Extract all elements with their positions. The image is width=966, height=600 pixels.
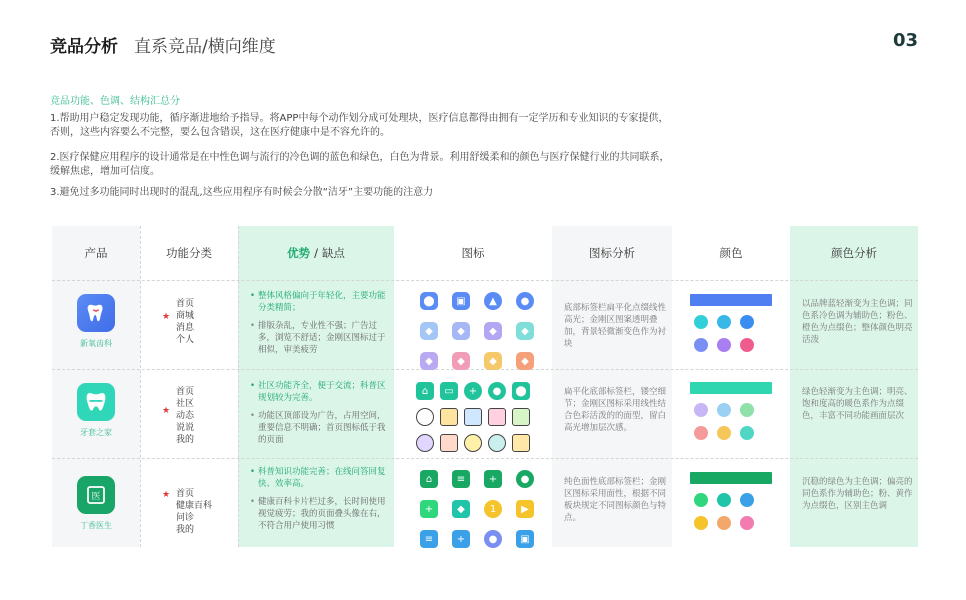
page-subtitle: 直系竞品/横向维度	[134, 37, 276, 57]
primary-color-bar	[690, 472, 772, 484]
color-dots-row	[690, 426, 772, 440]
advantage-cell	[258, 380, 386, 446]
category-icon	[464, 408, 482, 426]
category-icon	[488, 434, 506, 452]
category-icon	[512, 408, 530, 426]
color-analysis-cell: 绿色轻渐变为主色调；明亮、饱和度高的暖色系作为点缀色，丰富不同功能画面层次	[802, 387, 913, 421]
header-advantage: 优势	[287, 246, 311, 260]
icon-samples	[420, 292, 540, 370]
icon-analysis-cell: 底部标签栏扁平化点缀线性高光；金刚区图案透明叠加，背景轻微渐变色作为衬块	[564, 303, 667, 349]
feed-icon: ●	[488, 382, 506, 400]
icon-samples	[420, 470, 540, 548]
svg-text:医: 医	[91, 492, 101, 502]
icon-samples	[416, 382, 530, 452]
app-dingxiang	[56, 476, 136, 531]
doctor-icon	[77, 476, 115, 514]
home-icon: ⌂	[420, 470, 438, 488]
category-icon: 1	[484, 500, 502, 518]
function-item: 首页	[176, 387, 195, 397]
color-dots-row	[690, 315, 772, 329]
color-dots-row	[690, 516, 772, 530]
disadvantage-text: • 功能区顶部设为广告，占用空间，重要信息不明确；首页图标低于我的页面	[258, 410, 386, 446]
category-icon: ◆	[452, 500, 470, 518]
color-dot	[694, 516, 708, 530]
app-name: 牙套之家	[80, 428, 112, 437]
color-analysis-cell: 以品牌蓝轻渐变为主色调；同色系冷色调为辅助色；粉色、橙色为点缀色；整体颜色明亮活泼	[802, 299, 913, 345]
function-item: 消息	[176, 323, 195, 333]
color-dot	[717, 338, 731, 352]
function-item: 个人	[176, 335, 195, 345]
header-function: 功能分类	[166, 246, 212, 260]
intro-paragraph-2: 2.医疗保健应用程序的设计通常是在中性色调与流行的冷色调的蓝色和绿色，白色为背景。利用舒缓柔和的颜色与医疗保健行业的共同联系，缓解焦虑，增加可信度。	[50, 152, 670, 177]
function-item: 我的	[176, 435, 195, 445]
icon-analysis-cell: 纯色面性底部标签栏；金刚区图标采用面性，根据不同板块规定不同图标颜色与特点。	[564, 477, 667, 523]
app-name: 丁香医生	[80, 521, 112, 530]
color-dot	[694, 426, 708, 440]
disadvantage-text: • 排版杂乱，专业性不强；广告过多，浏览不舒适；金刚区图标过于相似，审美疲劳	[258, 320, 386, 356]
category-icon: +	[420, 500, 438, 518]
header-color-analysis: 颜色分析	[831, 246, 877, 260]
row-divider	[52, 458, 918, 459]
function-item: 我的	[176, 525, 195, 535]
comparison-table	[52, 226, 918, 547]
function-item: 说说	[176, 423, 195, 433]
color-dot	[740, 426, 754, 440]
app-yataozhijia	[56, 383, 136, 438]
header-product: 产品	[84, 246, 108, 260]
function-item: 动态	[176, 411, 195, 421]
function-list	[162, 298, 194, 346]
star-icon: ★	[162, 490, 171, 500]
category-icon: ▣	[516, 530, 534, 548]
color-dot	[717, 426, 731, 440]
function-item: 社区	[176, 399, 195, 409]
category-icon	[488, 408, 506, 426]
advantage-cell	[258, 466, 386, 532]
tooth-icon: ⬤	[420, 292, 438, 310]
color-dot	[740, 315, 754, 329]
disadvantage-text: • 健康百科卡片栏过多，长时间使用视觉疲劳；我的页面叠头像在右，不符合用户使用习惯	[258, 496, 386, 532]
category-icon	[512, 434, 530, 452]
function-item: 首页	[176, 489, 195, 499]
color-dot	[694, 403, 708, 417]
page-title: 竞品分析	[50, 37, 118, 57]
section-title: 竞品功能、色调、结构汇总分	[50, 96, 180, 107]
tooth-icon: ⬤	[512, 382, 530, 400]
color-analysis-cell: 沉稳的绿色为主色调；偏亮的同色系作为辅助色；粉、黄作为点缀色，区别主色调	[802, 477, 913, 511]
category-icon: ◆	[452, 322, 470, 340]
add-icon: +	[484, 470, 502, 488]
header-color: 颜色	[719, 246, 743, 260]
home-icon: ⌂	[416, 382, 434, 400]
row-divider	[52, 280, 918, 281]
category-icon	[440, 434, 458, 452]
category-icon: ◆	[484, 322, 502, 340]
color-swatches	[690, 294, 772, 352]
category-icon: ◆	[516, 352, 534, 370]
list-icon: ≡	[452, 470, 470, 488]
category-icon: ≡	[420, 530, 438, 548]
intro-paragraph-3: 3.避免过多功能同时出现时的混乱,这些应用程序有时候会分散“洁牙”主要功能的注意力	[50, 187, 434, 198]
color-dot	[740, 338, 754, 352]
shopping-bag-icon: ▣	[452, 292, 470, 310]
color-dot	[717, 403, 731, 417]
color-dots-row	[690, 403, 772, 417]
color-dot	[740, 516, 754, 530]
function-item: 健康百科	[176, 501, 213, 511]
star-icon: ★	[162, 406, 171, 416]
category-icon: +	[452, 530, 470, 548]
color-dot	[740, 493, 754, 507]
category-icon: ▶	[516, 500, 534, 518]
app-name: 新氧齿科	[80, 339, 112, 348]
braces-tooth-icon	[77, 383, 115, 421]
color-dot	[694, 315, 708, 329]
category-icon	[416, 408, 434, 426]
user-icon: ●	[516, 470, 534, 488]
category-icon: ◆	[484, 352, 502, 370]
color-dot	[717, 516, 731, 530]
color-dot	[717, 493, 731, 507]
intro-paragraph-1: 1.帮助用户稳定发现功能，循序渐进地给予指导。将APP中每个动作划分成可处理块，医疗信息都得由拥有一定学历和专业知识的专家提供，否则，这些内容要么不完整，要么包含错误，这在医疗健康中是不容允许的。	[50, 113, 669, 138]
star-icon: ★	[162, 312, 171, 322]
function-list	[162, 488, 212, 536]
primary-color-bar	[690, 294, 772, 306]
function-list	[162, 386, 194, 446]
color-dot	[694, 338, 708, 352]
header-icons: 图标	[461, 246, 485, 260]
color-dots-row	[690, 493, 772, 507]
page-header	[50, 32, 276, 56]
color-dot	[717, 315, 731, 329]
tooth-icon	[77, 294, 115, 332]
category-icon: ◆	[420, 352, 438, 370]
color-swatches	[690, 382, 772, 440]
category-icon	[464, 434, 482, 452]
color-dot	[740, 403, 754, 417]
app-xinyang	[56, 294, 136, 349]
advantage-text: • 整体风格偏向于年轻化，主要功能分类精简；	[258, 290, 386, 314]
advantage-text: • 科普知识功能完善；在线问答回复快、效率高。	[258, 466, 386, 490]
avatar-icon: ●	[516, 292, 534, 310]
function-item: 首页	[176, 299, 195, 309]
header-advantage-disadvantage	[238, 226, 394, 280]
primary-color-bar	[690, 382, 772, 394]
icon-analysis-cell: 扁平化底部标签栏，镂空细节；金刚区图标采用线性结合色彩活泼的的面型，留白高光增加层次感。	[564, 387, 667, 433]
color-dot	[694, 493, 708, 507]
function-item: 商城	[176, 311, 195, 321]
header-icon-analysis: 图标分析	[589, 246, 635, 260]
category-icon: ●	[484, 530, 502, 548]
category-icon: ◆	[516, 322, 534, 340]
page-number: 03	[892, 30, 918, 51]
advantage-text: • 社区功能齐全，便于交流；科普区规划较为完善。	[258, 380, 386, 404]
color-swatches	[690, 472, 772, 530]
header-separator: /	[314, 246, 318, 260]
color-dots-row	[690, 338, 772, 352]
header-disadvantage: 缺点	[321, 246, 345, 260]
bell-icon: ▲	[484, 292, 502, 310]
category-icon	[440, 408, 458, 426]
function-item: 问诊	[176, 513, 195, 523]
category-icon	[416, 434, 434, 452]
chat-icon: ▭	[440, 382, 458, 400]
advantage-cell	[258, 290, 386, 356]
add-icon: +	[464, 382, 482, 400]
category-icon: ◆	[420, 322, 438, 340]
category-icon: ◆	[452, 352, 470, 370]
